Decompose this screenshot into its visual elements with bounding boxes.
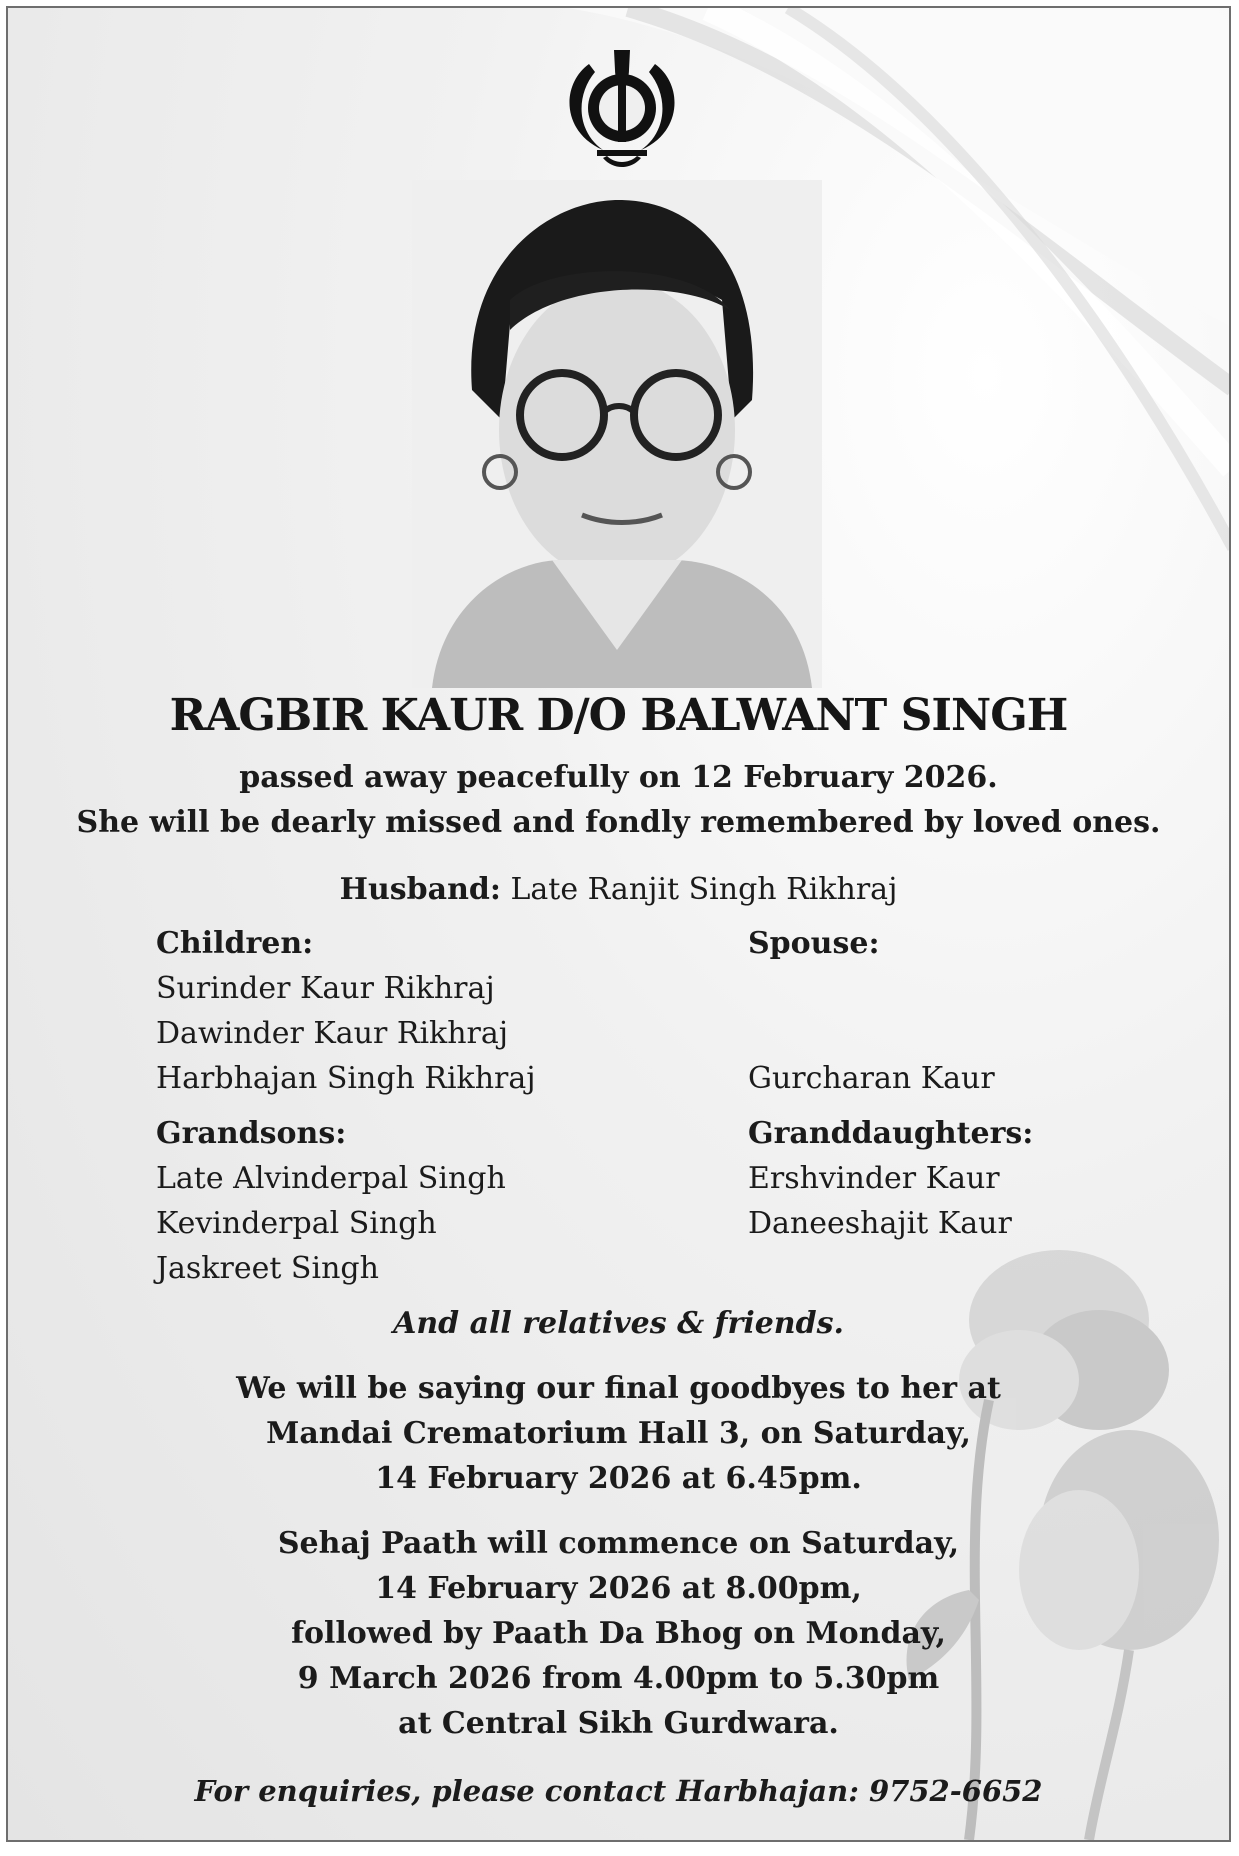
khanda-icon xyxy=(553,46,691,178)
spouse-name: Gurcharan Kaur xyxy=(748,1061,995,1096)
sehaj-paath-line-4: 9 March 2026 from 4.00pm to 5.30pm xyxy=(297,1661,940,1696)
grandson-name: Kevinderpal Singh xyxy=(156,1206,437,1241)
announcement-line-1: passed away peacefully on 12 February 2026. xyxy=(239,760,998,795)
granddaughter-name: Daneeshajit Kaur xyxy=(748,1206,1012,1241)
husband-label: Husband: xyxy=(339,872,501,907)
cremation-line-2: Mandai Crematorium Hall 3, on Saturday, xyxy=(266,1416,971,1451)
obituary-notice xyxy=(6,6,1231,1842)
grandsons-label: Grandsons: xyxy=(156,1116,347,1151)
husband-name: Late Ranjit Singh Rikhraj xyxy=(510,872,898,907)
child-name: Surinder Kaur Rikhraj xyxy=(156,971,495,1006)
husband-line xyxy=(8,872,1229,907)
grandson-name: Late Alvinderpal Singh xyxy=(156,1161,506,1196)
deceased-name-heading: RAGBIR KAUR D/O BALWANT SINGH xyxy=(169,690,1068,741)
sehaj-paath-line-5: at Central Sikh Gurdwara. xyxy=(398,1706,839,1741)
child-name: Harbhajan Singh Rikhraj xyxy=(156,1061,536,1096)
sehaj-paath-line-3: followed by Paath Da Bhog on Monday, xyxy=(291,1616,946,1651)
enquiries-line: For enquiries, please contact Harbhajan: 9752-6652 xyxy=(194,1774,1043,1808)
cremation-line-3: 14 February 2026 at 6.45pm. xyxy=(375,1461,862,1496)
grandson-name: Jaskreet Singh xyxy=(156,1251,379,1286)
children-label: Children: xyxy=(156,926,314,961)
spouse-label: Spouse: xyxy=(748,926,880,961)
cremation-line-1: We will be saying our final goodbyes to her at xyxy=(236,1371,1001,1406)
sehaj-paath-line-2: 14 February 2026 at 8.00pm, xyxy=(375,1571,862,1606)
granddaughter-name: Ershvinder Kaur xyxy=(748,1161,1000,1196)
announcement-line-2: She will be dearly missed and fondly remembered by loved ones. xyxy=(76,805,1161,840)
relatives-line: And all relatives & friends. xyxy=(393,1306,844,1341)
granddaughters-label: Granddaughters: xyxy=(748,1116,1034,1151)
child-name: Dawinder Kaur Rikhraj xyxy=(156,1016,509,1051)
sehaj-paath-line-1: Sehaj Paath will commence on Saturday, xyxy=(277,1526,960,1561)
portrait-photo xyxy=(412,180,822,688)
